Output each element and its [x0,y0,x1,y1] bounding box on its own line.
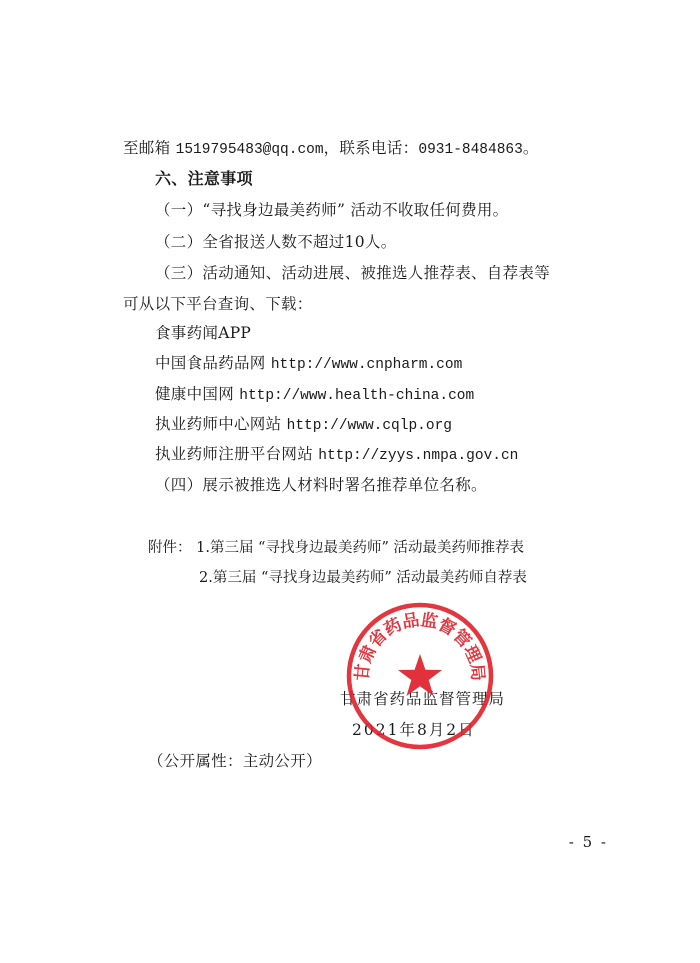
official-seal [344,600,496,752]
attachment-label: 附件： [148,540,192,556]
platform-url: http://www.cqlp.org [286,418,452,434]
platform-url: http://zyys.nmpa.gov.cn [318,448,519,464]
attachment-2: 2.第三届 “寻找身边最美药师” 活动最美药师自荐表 [199,570,527,586]
contact-separator: ，联系电话： [323,139,419,157]
page-number: - 5 - [568,833,608,851]
section-heading: 六、注意事项 [155,169,253,188]
attachment-line-2 [199,568,527,588]
platform-name: 健康中国网 [155,385,235,403]
platform-url: http://www.health-china.com [239,388,475,404]
platform-url: http://www.cnpharm.com [270,357,463,373]
platform-name: 中国食品药品网 [155,354,266,372]
issue-date: 2021年8月2日 [352,721,476,739]
disclosure-attribute: （公开属性：主动公开） [148,752,322,770]
contact-prefix: 至邮箱 [123,139,171,157]
platform-name: 执业药师注册平台网站 [155,445,314,463]
contact-line [123,138,539,160]
platform-item [155,384,474,406]
contact-email: 1519795483@qq.com [175,142,324,158]
platform-item [155,444,518,466]
platform-name: 食事药闻APP [155,324,252,342]
platform-item [155,323,251,343]
platform-name: 执业药师中心网站 [155,415,282,433]
platform-item [155,414,452,436]
attachment-line-1 [148,538,524,558]
signer-name: 甘肃省药品监督管理局 [340,690,506,708]
notice-item-3a: （三）活动通知、活动进展、被推选人推荐表、自荐表等 [155,264,551,282]
seal-text: 甘肃省药品监督管理局 [352,610,488,682]
notice-item-1: （一）“寻找身边最美药师” 活动不收取任何费用。 [155,201,509,219]
notice-item-4: （四）展示被推选人材料时署名推荐单位名称。 [155,476,487,494]
platform-item [155,353,462,375]
contact-phone: 0931-8484863 [418,142,523,158]
contact-end: 。 [522,139,539,157]
notice-item-3b: 可从以下平台查询、下载： [123,295,313,313]
notice-item-2: （二）全省报送人数不超过10人。 [155,233,397,251]
seal-star-icon [398,654,442,696]
attachment-1: 1.第三届 “寻找身边最美药师” 活动最美药师推荐表 [196,540,524,556]
